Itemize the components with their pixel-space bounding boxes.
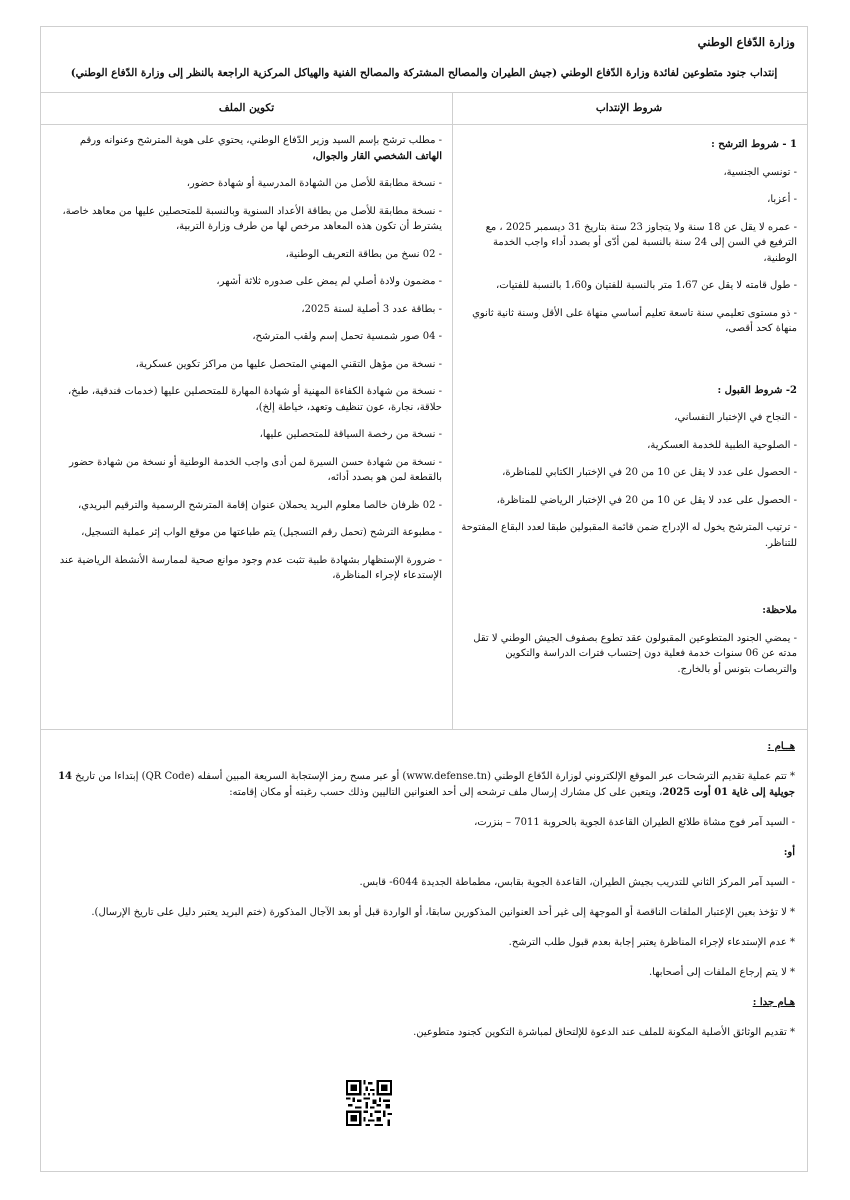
file-item: - 02 نسخ من بطاقة التعريف الوطنية، bbox=[285, 248, 442, 260]
nomination-item: - تونسي الجنسية، bbox=[723, 166, 797, 178]
address-bizerte: - السيد آمر فوج مشاة طلائع الطيران القاعدة الجوية بالحروبة 7011 – بنزرت، bbox=[474, 817, 795, 828]
qr-code-icon bbox=[346, 1080, 392, 1126]
two-column-table bbox=[41, 93, 807, 730]
conditions-column bbox=[451, 93, 807, 729]
file-item: - نسخة من شهادة حسن السيرة لمن أدى واجب الخدمة الوطنية أو نسخة من شهادة حضور بالقطعة لمن هو بصدد أدائه، bbox=[69, 456, 442, 484]
file-item: - نسخة من رخصة السياقة للمتحصلين عليها، bbox=[259, 429, 442, 441]
file-item-request bbox=[51, 133, 442, 164]
file-item-bold-text: الهاتف الشخصي القار والجوال، bbox=[312, 150, 442, 162]
file-item: - ضرورة الإستظهار بشهادة طبية تثبت عدم وجود موانع صحية لممارسة الأنشطة الرياضية عند الإستدعاء لإجراء المناظرة، bbox=[59, 554, 442, 582]
nomination-item: - ذو مستوى تعليمي سنة تاسعة تعليم أساسي منهاة على الأقل وسنة ثانية ثانوي منهاة كحد أقصى، bbox=[472, 307, 797, 335]
file-item: - نسخة من شهادة الكفاءة المهنية أو شهادة المهارة للمتحصلين عليها (خدمات فندقية، طبخ، حلاقة، نجارة، عون تنظيف وتعهد، خياطة إلخ)، bbox=[67, 386, 442, 413]
important-section bbox=[41, 729, 807, 1065]
nomination-item: - أعزبا، bbox=[767, 194, 797, 206]
important-text-end: ، ويتعين على كل مشارك إرسال ملف ترشحه إلى أحد العنوانين التاليين وذلك حسب رغبته أو مكان إقامته: bbox=[229, 787, 663, 798]
file-item: - بطاقة عدد 3 أصلية لسنة 2025، bbox=[301, 303, 442, 315]
file-item: - 02 ظرفان خالصا معلوم البريد يحملان عنوان إقامة المترشح الرسمية والترقيم البريدي، bbox=[77, 499, 442, 511]
deadline-dates: 14 جويلية إلى غاية 01 أوت 2025 bbox=[58, 771, 795, 798]
file-item: - مطبوعة الترشح (تحمل رقم التسجيل) يتم طباعتها من موقع الواب إثر عملية التسجيل، bbox=[81, 527, 442, 539]
acceptance-item: - الحصول على عدد لا يقل عن 10 من 20 في الإختبار الرياضي للمناظرة، bbox=[496, 494, 797, 506]
file-item: - مضمون ولادة أصلي لم يمض على صدوره ثلاثة أشهر، bbox=[216, 276, 442, 288]
file-item: - نسخة مطابقة للأصل من بطاقة الأعداد السنوية وبالنسبة للمتحصلين عليها من معاهد خاصة، يشترط أن تكون هذه المعاهد مرخص لها من طرف وزارة التربية، bbox=[62, 205, 442, 233]
acceptance-item: - الصلوحية الطبية للخدمة العسكرية، bbox=[647, 439, 797, 451]
acceptance-item: - ترتيب المترشح يخول له الإدراج ضمن قائمة المقبولين طبقا لعدد البقاع المفتوحة للتناظر. bbox=[461, 522, 797, 549]
important-text: * تتم عملية تقديم الترشحات عبر الموقع الإلكتروني لوزارة الدّفاع الوطني (www.defense.tn) أو عبر مسح رمز الإستجابة السريعة المبين أسفله (QR Code) إبتداءا من تاريخ bbox=[71, 771, 795, 782]
very-important-text: * تقديم الوثائق الأصلية المكونة للملف عند الدعوة للإلتحاق لمباشرة التكوين كجنود متطوعين. bbox=[413, 1027, 795, 1038]
note-title: ملاحظة: bbox=[762, 605, 797, 617]
document-header bbox=[41, 27, 807, 93]
note-incomplete-files: * لا تؤخذ بعين الإعتبار الملفات الناقصة أو الموجهة إلى غير أحد العنوانين المذكورين سابقا، أو الواردة قبل أو بعد الآجال المذكورة (ختم البريد يعتبر دليل على تاريخ الإرسال). bbox=[91, 907, 795, 918]
note-no-invitation: * عدم الإستدعاء لإجراء المناظرة يعتبر إجابة بعدم قبول طلب الترشح. bbox=[508, 937, 795, 948]
document-frame bbox=[40, 26, 808, 1172]
file-column bbox=[41, 93, 453, 729]
important-title: هــام : bbox=[767, 741, 795, 752]
nomination-item: - طول قامته لا يقل عن 1،67 متر بالنسبة للفتيان و1،60 بالنسبة للفتيات، bbox=[496, 280, 797, 292]
file-title: تكوين الملف bbox=[41, 93, 452, 125]
conditions-title: شروط الإنتداب bbox=[451, 93, 807, 125]
ministry-name: وزارة الدّفاع الوطني bbox=[697, 35, 795, 49]
address-gabes: - السيد آمر المركز الثاني للتدريب بجيش الطيران، القاعدة الجوية بقابس، مطماطة الجديدة 6044- قابس. bbox=[359, 877, 795, 888]
file-item-text: - مطلب ترشح بإسم السيد وزير الدّفاع الوطني، يحتوي على هوية المترشح وعنوانه ورقم bbox=[79, 135, 442, 147]
file-item: - 04 صور شمسية تحمل إسم ولقب المترشح، bbox=[252, 331, 442, 343]
recruitment-subtitle: إنتداب جنود متطوعين لفائدة وزارة الدّفاع الوطني (جيش الطيران والمصالح المشتركة والمصالح الفنية والهياكل المركزية الراجعة بالنظر إلى وزارة الدّفاع الوطني) bbox=[70, 67, 778, 79]
note-text: - يمضي الجنود المتطوعين المقبولون عقد تطوع بصفوف الجيش الوطني لا تقل مدته عن 06 سنوات خدمة فعلية دون إحتساب فترات الدراسة والتكوين والتربصات بتونس أو بالخارج. bbox=[473, 632, 797, 675]
file-item: - نسخة مطابقة للأصل من الشهادة المدرسية أو شهادة حضور، bbox=[186, 178, 442, 190]
nomination-title: 1 - شروط الترشح : bbox=[711, 139, 797, 151]
note-no-return: * لا يتم إرجاع الملفات إلى أصحابها. bbox=[648, 967, 795, 978]
acceptance-item: - الحصول على عدد لا يقل عن 10 من 20 في الإختبار الكتابي للمناظرة، bbox=[502, 467, 797, 479]
file-item: - نسخة من مؤهل التقني المهني المتحصل عليها من مراكز تكوين عسكرية، bbox=[135, 358, 442, 370]
very-important-title: هـام جدا : bbox=[752, 997, 795, 1008]
or-label: أو: bbox=[783, 847, 795, 858]
acceptance-item: - النجاح في الإختبار النفساني، bbox=[674, 412, 797, 424]
important-paragraph bbox=[53, 769, 795, 801]
acceptance-title: 2- شروط القبول : bbox=[717, 384, 797, 396]
nomination-item: - عمره لا يقل عن 18 سنة ولا يتجاوز 23 سنة بتاريخ 31 ديسمبر 2025 ، مع الترفيع في السن إلى 24 سنة بالنسبة لمن أدّى أو بصدد أداء واجب الخدمة الوطنية، bbox=[485, 221, 797, 264]
